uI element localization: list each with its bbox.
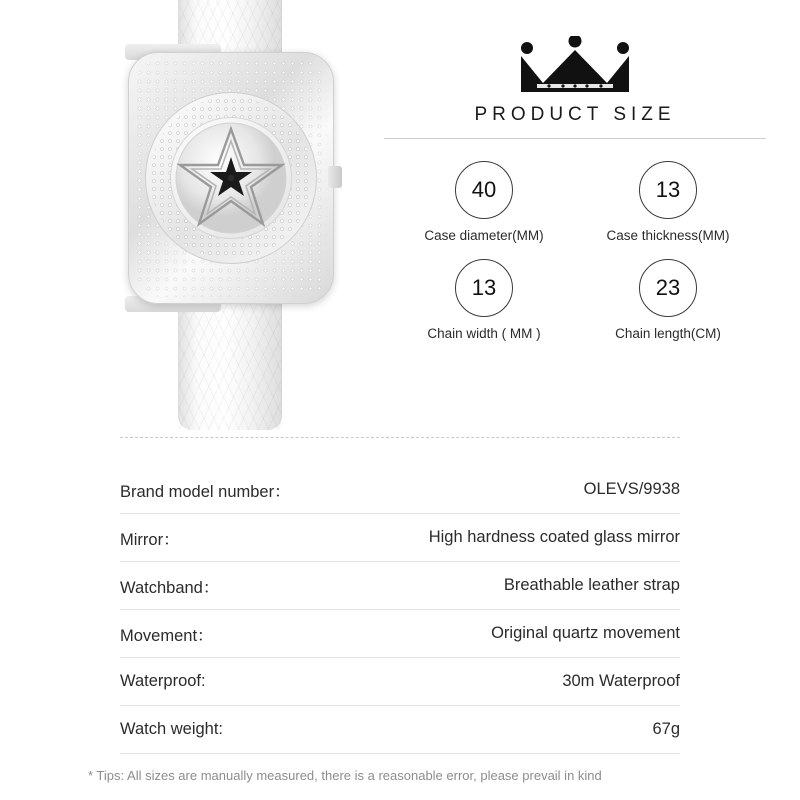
- section-divider: [120, 437, 680, 438]
- spec-value: Breathable leather strap: [503, 576, 680, 594]
- tips-note: * Tips: All sizes are manually measured, there is a reasonable error, please prevail in kind: [88, 768, 602, 783]
- size-spec-value: 13: [639, 161, 697, 219]
- size-spec-value: 40: [455, 161, 513, 219]
- size-spec-grid: [380, 161, 770, 341]
- spec-value: High hardness coated glass mirror: [428, 528, 680, 546]
- size-spec-label: Case thickness(MM): [606, 228, 730, 243]
- product-photo: [70, 0, 390, 420]
- title-divider: [384, 138, 766, 139]
- size-spec-item: [424, 161, 543, 243]
- size-spec-item: [606, 161, 729, 243]
- table-row: [120, 658, 680, 706]
- spec-value: 67g: [652, 720, 680, 738]
- star-dial-icon: [172, 119, 290, 237]
- spec-key: Waterproof:: [120, 672, 206, 690]
- table-row: [120, 562, 680, 610]
- spec-key: Watchband：: [120, 578, 220, 597]
- spec-value: OLEVS/9938: [583, 480, 680, 498]
- table-row: [120, 706, 680, 754]
- spec-key: Brand model number：: [120, 482, 291, 501]
- spec-key: Mirror：: [120, 530, 180, 549]
- spec-value: 30m Waterproof: [562, 672, 680, 690]
- spec-key: Movement：: [120, 626, 214, 645]
- spec-value: Original quartz movement: [491, 624, 680, 642]
- watch-case: [128, 52, 334, 304]
- crown-icon: [515, 36, 635, 98]
- table-row: [120, 466, 680, 514]
- size-spec-item: [615, 259, 721, 341]
- product-size-panel: [380, 36, 770, 341]
- size-spec-value: 23: [639, 259, 697, 317]
- size-spec-label: Case diameter(MM): [424, 228, 544, 243]
- strap-texture: [179, 300, 281, 430]
- watch-strap-bottom: [178, 300, 282, 430]
- size-spec-value: 13: [455, 259, 513, 317]
- size-spec-label: Chain length(CM): [615, 326, 721, 341]
- size-spec-label: Chain width ( MM ): [427, 326, 541, 341]
- watch-crown: [328, 166, 342, 188]
- product-size-title: PRODUCT SIZE: [474, 104, 676, 125]
- dial-face: [170, 117, 292, 239]
- table-row: [120, 610, 680, 658]
- watch-dial: [145, 92, 317, 264]
- size-spec-item: [427, 259, 540, 341]
- table-row: [120, 514, 680, 562]
- specification-table: [120, 466, 680, 754]
- spec-key: Watch weight:: [120, 720, 224, 738]
